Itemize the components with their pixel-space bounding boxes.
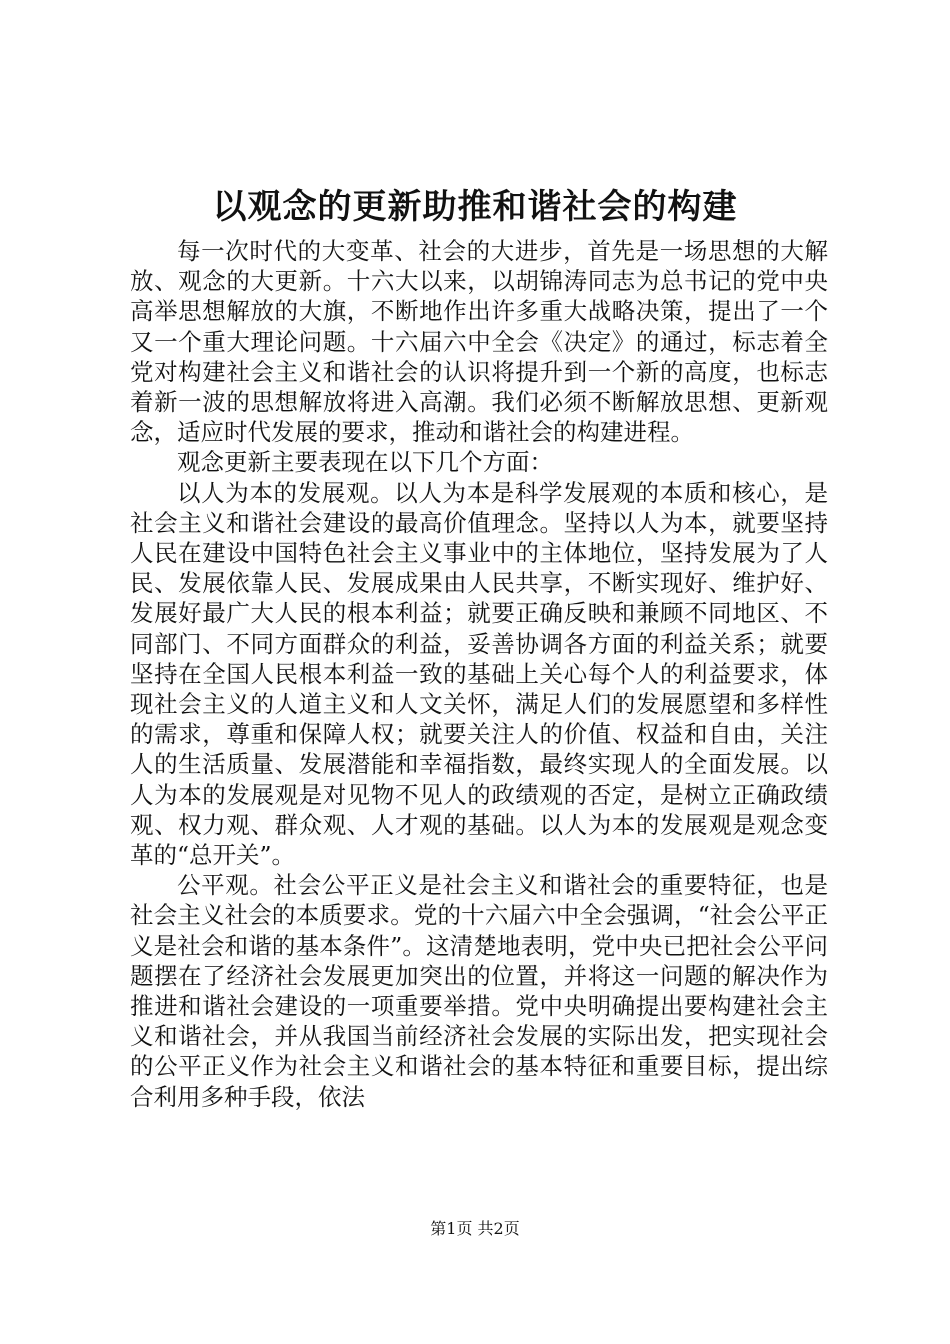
document-body xyxy=(130,236,828,1186)
paragraph: 公平观。社会公平正义是社会主义和谐社会的重要特征，也是社会主义社会的本质要求。党的十六届六中全会强调，“社会公平正义是社会和谐的基本条件”。这清楚地表明，党中央已把社会公平问题摆在了经济社会发展更加突出的位置，并将这一问题的解决作为推进和谐社会建设的一项重要举措。党中央明确提出要构建社会主义和谐社会，并从我国当前经济社会发展的实际出发，把实现社会的公平正义作为社会主义和谐社会的基本特征和重要目标，提出综合利用多种手段，依法 xyxy=(130,871,828,1111)
document-title: 以观念的更新助推和谐社会的构建 xyxy=(212,187,738,227)
paragraph: 以人为本的发展观。以人为本是科学发展观的本质和核心，是社会主义和谐社会建设的最高价值理念。坚持以人为本，就要坚持人民在建设中国特色社会主义事业中的主体地位，坚持发展为了人民、发展依靠人民、发展成果由人民共享，不断实现好、维护好、发展好最广大人民的根本利益；就要正确反映和兼顾不同地区、不同部门、不同方面群众的利益，妥善协调各方面的利益关系；就要坚持在全国人民根本利益一致的基础上关心每个人的利益要求，体现社会主义的人道主义和人文关怀，满足人们的发展愿望和多样性的需求，尊重和保障人权；就要关注人的价值、权益和自由，关注人的生活质量、发展潜能和幸福指数，最终实现人的全面发展。以人为本的发展观是对见物不见人的政绩观的否定，是树立正确政绩观、权力观、群众观、人才观的基础。以人为本的发展观是观念变革的“总开关”。 xyxy=(130,478,828,870)
page-number-footer: 第1页 共2页 xyxy=(430,1219,520,1238)
paragraph: 每一次时代的大变革、社会的大进步，首先是一场思想的大解放、观念的大更新。十六大以来，以胡锦涛同志为总书记的党中央高举思想解放的大旗，不断地作出许多重大战略决策，提出了一个又一个重大理论问题。十六届六中全会《决定》的通过，标志着全党对构建社会主义和谐社会的认识将提升到一个新的高度，也标志着新一波的思想解放将进入高潮。我们必须不断解放思想、更新观念，适应时代发展的要求，推动和谐社会的构建进程。 xyxy=(130,237,828,447)
paragraph: 观念更新主要表现在以下几个方面： xyxy=(177,448,553,477)
